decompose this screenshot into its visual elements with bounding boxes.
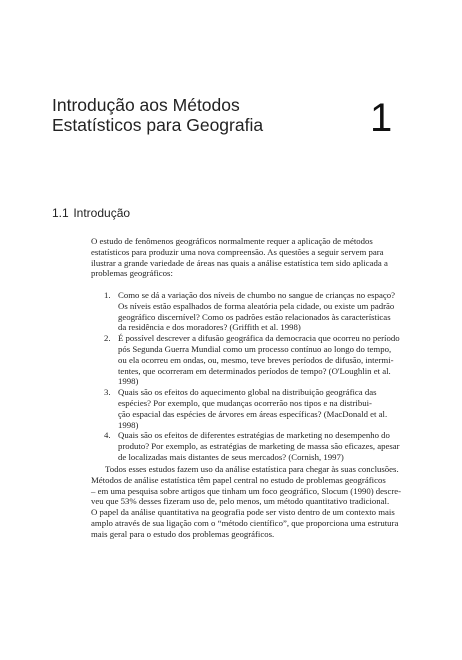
question-item bbox=[104, 387, 414, 430]
chapter-title-line-1: Introdução aos Métodos bbox=[52, 95, 240, 115]
question-text bbox=[118, 387, 414, 430]
closing-line: Todos esses estudos fazem uso da análise estatística para chegar às suas conclusões. bbox=[105, 464, 399, 474]
closing-line: amplo através de sua ligação com o “método científico”, que proporciona uma estrutura bbox=[91, 517, 399, 528]
question-text bbox=[118, 290, 414, 333]
question-line: Quais são os efeitos de diferentes estratégias de marketing no desempenho do bbox=[118, 430, 390, 441]
question-line: ção espacial das espécies de árvores em áreas específicas? (MacDonald et al. bbox=[118, 408, 388, 419]
intro-paragraph bbox=[91, 236, 413, 279]
intro-line: problemas geográficos: bbox=[91, 268, 173, 279]
closing-line: Métodos de análise estatística têm papel central no estudo de problemas geográficos bbox=[91, 474, 386, 485]
question-line: 1998) bbox=[118, 419, 139, 430]
question-number: 4. bbox=[104, 430, 111, 441]
chapter-number: 1 bbox=[370, 96, 393, 140]
question-item bbox=[104, 430, 414, 462]
question-line: da residência e dos moradores? (Griffith et al. 1998) bbox=[118, 322, 301, 333]
question-line: de localizadas mais distantes de seus mercados? (Cornish, 1997) bbox=[118, 451, 344, 462]
question-line: produto? Por exemplo, as estratégias de marketing de massa são eficazes, apesar bbox=[118, 441, 400, 452]
section-heading bbox=[52, 205, 130, 221]
question-item bbox=[104, 333, 414, 387]
question-line: Quais são os efeitos do aquecimento global na distribuição geográfica das bbox=[118, 387, 377, 398]
question-line: ou ela ocorreu em ondas, ou, mesmo, teve breves períodos de difusão, intermi- bbox=[118, 354, 394, 365]
question-line: espécies? Por exemplo, que mudanças ocorrerão nos tipos e na distribui- bbox=[118, 397, 372, 408]
question-line: Como se dá a variação dos níveis de chumbo no sangue de crianças no espaço? bbox=[118, 290, 395, 300]
question-line: tentes, que ocorreram em determinados períodos de tempo? (O'Loughlin et al. bbox=[118, 365, 391, 376]
question-line: 1998) bbox=[118, 376, 139, 387]
section-number: 1.1 bbox=[52, 206, 69, 220]
question-number: 3. bbox=[104, 387, 111, 398]
question-line: É possível descrever a difusão geográfica da democracia que ocorreu no período bbox=[118, 333, 400, 344]
question-number: 1. bbox=[104, 290, 111, 300]
closing-line: veu que 53% desses fizeram uso de, pelo menos, um método quantitativo tradicional. bbox=[91, 496, 390, 507]
question-line: Os níveis estão espalhados de forma aleatória pela cidade, ou existe um padrão bbox=[118, 300, 395, 311]
closing-paragraph bbox=[91, 464, 413, 540]
questions-list bbox=[104, 290, 414, 463]
chapter-title bbox=[52, 95, 342, 135]
intro-line: ilustrar a grande variedade de áreas nas quais a análise estatística tem sido aplicada a bbox=[91, 257, 388, 268]
question-line: pós Segunda Guerra Mundial como um processo contínuo ao longo do tempo, bbox=[118, 343, 392, 354]
closing-line: – em uma pesquisa sobre artigos que tinham um foco geográfico, Slocum (1990) descre- bbox=[91, 485, 402, 496]
question-number: 2. bbox=[104, 333, 111, 344]
section-title: Introdução bbox=[73, 206, 131, 220]
closing-line: O papel da análise quantitativa na geografia pode ser visto dentro de um contexto mais bbox=[91, 507, 395, 518]
intro-line: O estudo de fenômenos geográficos normalmente requer a aplicação de métodos bbox=[91, 236, 373, 246]
question-item bbox=[104, 290, 414, 333]
question-text bbox=[118, 430, 414, 462]
closing-line: mais geral para o estudo dos problemas geográficos. bbox=[91, 528, 275, 539]
question-line: geográfico discernível? Como os padrões estão relacionados às características bbox=[118, 311, 391, 322]
intro-line: estatísticos para produzir uma nova compreensão. As questões a seguir servem para bbox=[91, 246, 384, 257]
question-text bbox=[118, 333, 414, 387]
chapter-title-line-2: Estatísticos para Geografia bbox=[52, 115, 264, 135]
